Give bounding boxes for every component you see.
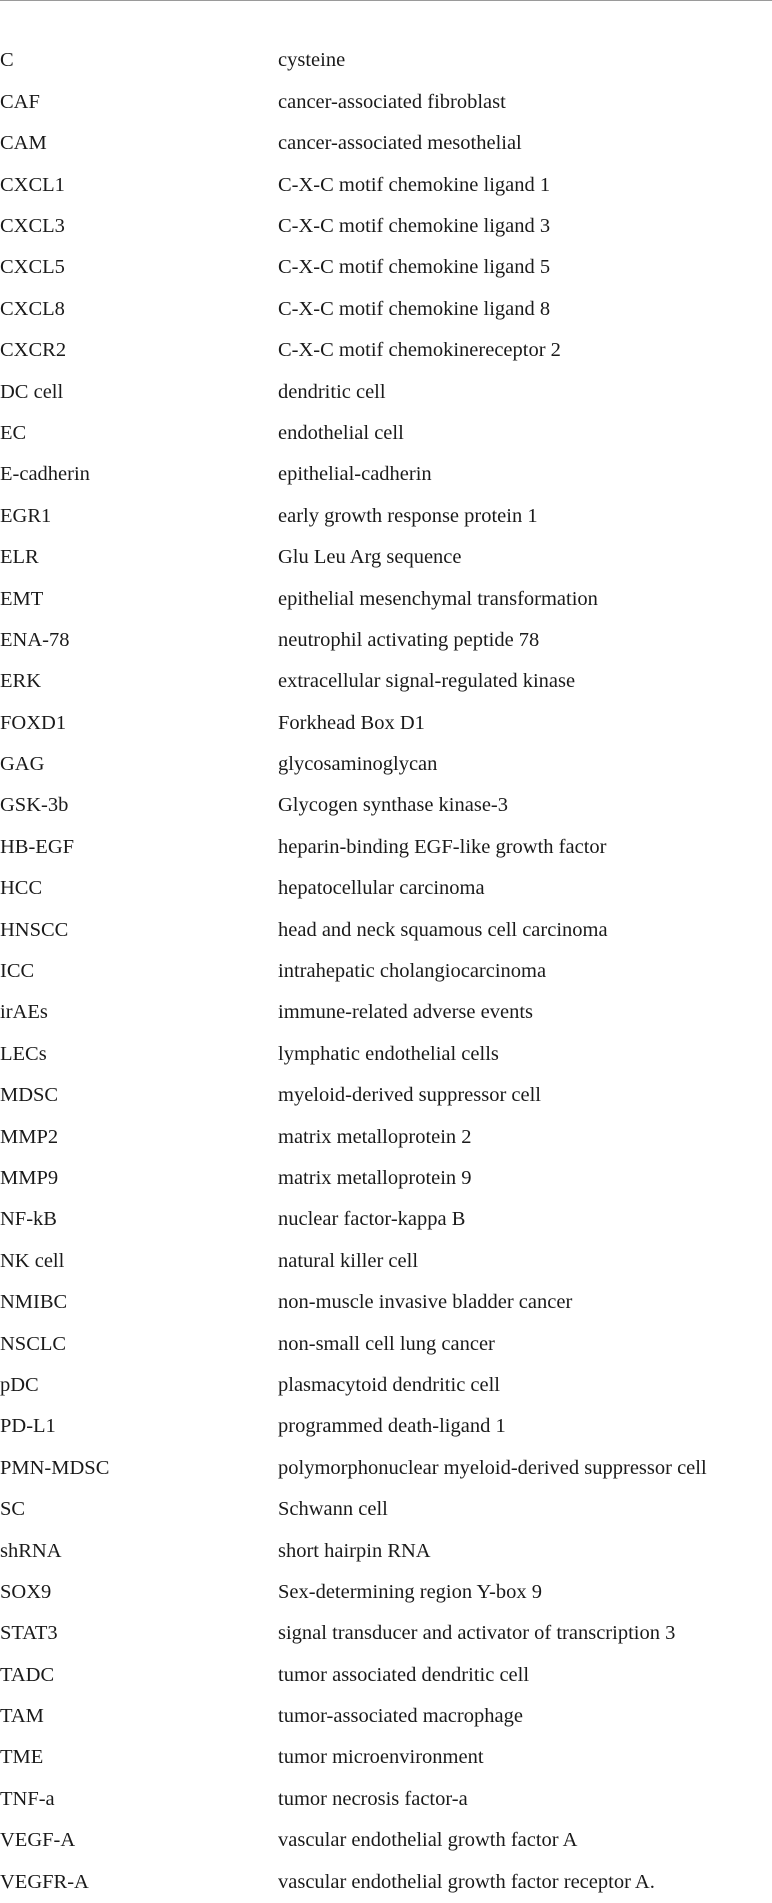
abbreviation-definition: tumor associated dendritic cell	[278, 1663, 530, 1686]
abbreviation-row	[0, 537, 772, 578]
abbreviation-definition: hepatocellular carcinoma	[278, 877, 485, 900]
abbreviation-term: NK cell	[0, 1249, 65, 1272]
abbreviation-term: PD-L1	[0, 1415, 56, 1438]
abbreviation-definition: tumor necrosis factor-a	[278, 1787, 468, 1810]
abbreviation-term: CXCL1	[0, 173, 65, 196]
abbreviation-definition: neutrophil activating peptide 78	[278, 628, 540, 651]
abbreviation-row	[0, 164, 772, 205]
abbreviation-row	[0, 413, 772, 454]
abbreviation-definition: cysteine	[278, 49, 346, 72]
abbreviation-term: MDSC	[0, 1084, 59, 1107]
abbreviation-definition: endothelial cell	[278, 421, 404, 444]
abbreviation-term: EC	[0, 421, 27, 444]
abbreviation-definition: head and neck squamous cell carcinoma	[278, 918, 608, 941]
abbreviation-row	[0, 619, 772, 660]
abbreviation-term: TNF-a	[0, 1787, 55, 1810]
abbreviation-definition: tumor-associated macrophage	[278, 1705, 523, 1728]
abbreviation-term: SOX9	[0, 1580, 52, 1603]
abbreviation-term: SC	[0, 1498, 26, 1521]
abbreviation-row	[0, 371, 772, 412]
abbreviation-term: CAM	[0, 132, 47, 155]
abbreviation-definition: polymorphonuclear myeloid-derived suppressor cell	[278, 1456, 707, 1479]
abbreviation-row	[0, 40, 772, 81]
abbreviation-definition: lymphatic endothelial cells	[278, 1042, 499, 1065]
abbreviation-term: shRNA	[0, 1539, 62, 1562]
abbreviation-row	[0, 785, 772, 826]
abbreviation-definition: Sex-determining region Y-box 9	[278, 1580, 542, 1603]
abbreviation-row	[0, 454, 772, 495]
abbreviation-definition: cancer-associated fibroblast	[278, 90, 506, 113]
abbreviation-term: ERK	[0, 670, 41, 693]
abbreviation-term: CAF	[0, 90, 40, 113]
abbreviation-row	[0, 578, 772, 619]
abbreviation-row	[0, 992, 772, 1033]
abbreviation-row	[0, 1075, 772, 1116]
abbreviation-term: MMP9	[0, 1166, 59, 1189]
abbreviation-definition: C-X-C motif chemokine ligand 8	[278, 297, 551, 320]
abbreviation-row	[0, 1861, 772, 1902]
abbreviation-term: ICC	[0, 960, 35, 983]
abbreviation-row	[0, 868, 772, 909]
abbreviation-term: pDC	[0, 1373, 39, 1396]
abbreviation-term: CXCR2	[0, 339, 67, 362]
abbreviation-row	[0, 1654, 772, 1695]
abbreviation-row	[0, 206, 772, 247]
abbreviation-row	[0, 247, 772, 288]
abbreviation-term: TAM	[0, 1705, 44, 1728]
abbreviation-term: EGR1	[0, 504, 52, 527]
abbreviation-term: CXCL3	[0, 215, 65, 237]
abbreviation-definition: C-X-C motif chemokine ligand 3	[278, 215, 551, 237]
abbreviation-row	[0, 826, 772, 867]
abbreviation-definition: Schwann cell	[278, 1498, 388, 1521]
abbreviation-term: LECs	[0, 1042, 47, 1065]
abbreviation-term: FOXD1	[0, 711, 67, 734]
abbreviation-row	[0, 744, 772, 785]
abbreviation-row	[0, 702, 772, 743]
abbreviation-row	[0, 1447, 772, 1488]
abbreviation-definition: dendritic cell	[278, 380, 386, 403]
abbreviation-term: MMP2	[0, 1125, 59, 1148]
abbreviation-definition: cancer-associated mesothelial	[278, 132, 522, 155]
abbreviation-definition: C-X-C motif chemokinereceptor 2	[278, 339, 561, 362]
abbreviation-definition: short hairpin RNA	[278, 1539, 431, 1562]
abbreviation-row	[0, 1158, 772, 1199]
abbreviation-term: NSCLC	[0, 1332, 67, 1355]
abbreviation-definition: vascular endothelial growth factor A	[278, 1829, 578, 1852]
abbreviation-definition: early growth response protein 1	[278, 504, 538, 527]
abbreviation-row	[0, 288, 772, 329]
abbreviation-definition: signal transducer and activator of transcription 3	[278, 1622, 676, 1645]
abbreviation-term: VEGF-A	[0, 1829, 76, 1852]
abbreviation-definition: vascular endothelial growth factor receptor A.	[278, 1870, 655, 1893]
abbreviation-definition: Glycogen synthase kinase-3	[278, 794, 508, 817]
abbreviation-term: NF-kB	[0, 1208, 57, 1231]
abbreviation-definition: plasmacytoid dendritic cell	[278, 1373, 501, 1396]
abbreviation-definition: epithelial mesenchymal transformation	[278, 587, 598, 610]
abbreviation-definition: myeloid-derived suppressor cell	[278, 1084, 542, 1107]
abbreviation-row	[0, 951, 772, 992]
abbreviation-definition: programmed death-ligand 1	[278, 1415, 506, 1438]
abbreviation-row	[0, 123, 772, 164]
abbreviation-term: GAG	[0, 753, 45, 776]
abbreviation-term: HCC	[0, 877, 43, 900]
abbreviation-term: ENA-78	[0, 628, 70, 651]
abbreviation-term: TME	[0, 1746, 44, 1769]
abbreviation-definition: tumor microenvironment	[278, 1746, 484, 1769]
abbreviation-definition: extracellular signal-regulated kinase	[278, 670, 576, 693]
abbreviation-term: irAEs	[0, 1001, 48, 1024]
abbreviation-definition: non-muscle invasive bladder cancer	[278, 1291, 573, 1314]
abbreviation-definition: matrix metalloprotein 2	[278, 1125, 472, 1148]
abbreviation-row	[0, 661, 772, 702]
abbreviation-row	[0, 1489, 772, 1530]
abbreviation-row	[0, 495, 772, 536]
abbreviation-definition: heparin-binding EGF-like growth factor	[278, 835, 607, 858]
abbreviation-row	[0, 1820, 772, 1861]
abbreviation-row	[0, 1571, 772, 1612]
abbreviation-row	[0, 1613, 772, 1654]
abbreviation-definition: epithelial-cadherin	[278, 463, 432, 486]
abbreviation-term: C	[0, 49, 14, 72]
abbreviation-row	[0, 1406, 772, 1447]
abbreviation-term: CXCL8	[0, 297, 65, 320]
abbreviation-term: E-cadherin	[0, 463, 90, 486]
abbreviation-row	[0, 1116, 772, 1157]
abbreviation-row	[0, 1696, 772, 1737]
abbreviation-term: PMN-MDSC	[0, 1456, 110, 1479]
abbreviation-definition: glycosaminoglycan	[278, 753, 438, 776]
abbreviation-definition: intrahepatic cholangiocarcinoma	[278, 960, 547, 983]
abbreviation-definition: Glu Leu Arg sequence	[278, 546, 462, 569]
abbreviation-term: HB-EGF	[0, 835, 75, 858]
abbreviation-definition: Forkhead Box D1	[278, 711, 425, 734]
abbreviations-table	[0, 40, 772, 1903]
abbreviation-row	[0, 1240, 772, 1281]
abbreviation-term: HNSCC	[0, 918, 69, 941]
abbreviation-row	[0, 1365, 772, 1406]
abbreviation-term: EMT	[0, 587, 44, 610]
abbreviation-row	[0, 1778, 772, 1819]
abbreviation-row	[0, 1530, 772, 1571]
abbreviation-row	[0, 1323, 772, 1364]
abbreviation-row	[0, 909, 772, 950]
abbreviation-term: ELR	[0, 546, 39, 569]
abbreviation-row	[0, 1282, 772, 1323]
abbreviation-row	[0, 81, 772, 122]
abbreviation-row	[0, 1199, 772, 1240]
abbreviation-definition: natural killer cell	[278, 1249, 419, 1272]
abbreviation-term: NMIBC	[0, 1291, 68, 1314]
abbreviation-term: STAT3	[0, 1622, 58, 1645]
abbreviation-definition: matrix metalloprotein 9	[278, 1166, 472, 1189]
abbreviation-row	[0, 1033, 772, 1074]
abbreviation-definition: immune-related adverse events	[278, 1001, 533, 1024]
abbreviation-term: DC cell	[0, 380, 64, 403]
abbreviation-term: CXCL5	[0, 256, 65, 279]
abbreviation-term: TADC	[0, 1663, 55, 1686]
abbreviation-definition: non-small cell lung cancer	[278, 1332, 495, 1355]
abbreviation-definition: C-X-C motif chemokine ligand 1	[278, 173, 551, 196]
abbreviation-term: VEGFR-A	[0, 1870, 89, 1893]
abbreviation-definition: nuclear factor-kappa B	[278, 1208, 466, 1231]
abbreviation-definition: C-X-C motif chemokine ligand 5	[278, 256, 551, 279]
abbreviation-term: GSK-3b	[0, 794, 69, 817]
top-divider	[0, 0, 772, 1]
abbreviation-row	[0, 330, 772, 371]
abbreviation-row	[0, 1737, 772, 1778]
